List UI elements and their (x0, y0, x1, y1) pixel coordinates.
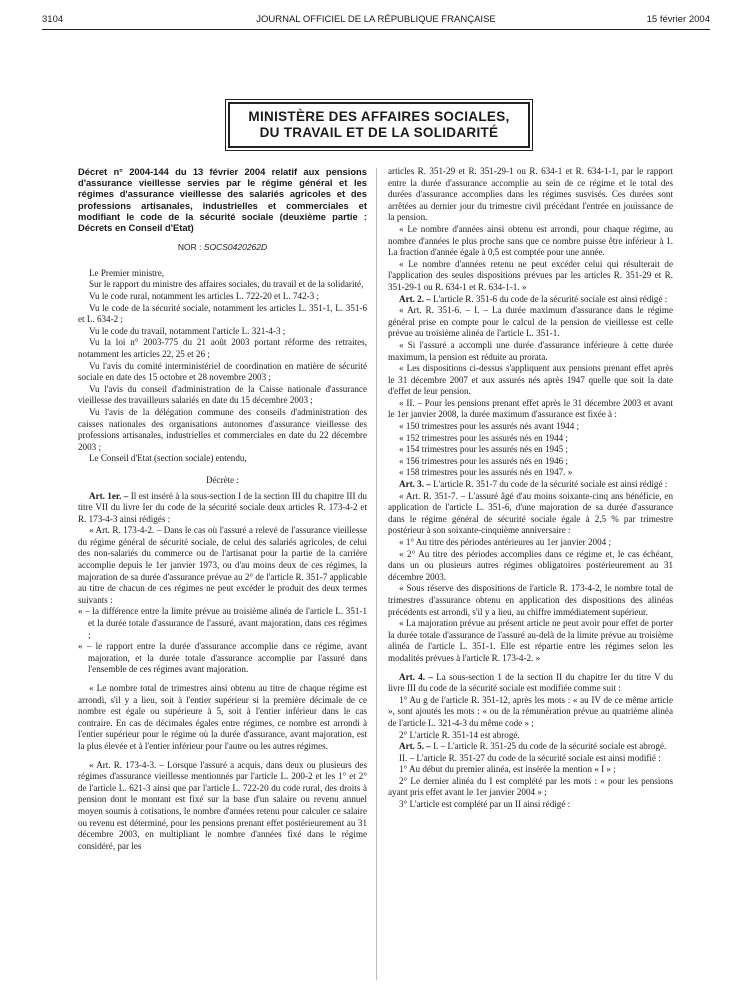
list-item: « – la différence entre la limite prévue au troisième alinéa de l'article L. 351-1 et la durée totale d'assurance de l'assuré, avant majoration, dans ces régimes ; (78, 606, 367, 640)
paragraph: 2° Le dernier alinéa du I est complété par les mots : « pour les pensions ayant pris effet avant le 1er janvier 2004 » ; (388, 775, 673, 798)
list-item: « 150 trimestres pour les assurés nés avant 1944 ; (399, 421, 580, 432)
article-text: Il est inséré à la sous-section I de la section III du chapitre III du titre VII du livre Ier du code de la sécurité sociale deux articles R. 173-4-2 et R. 173-4-3 ainsi rédigés : (78, 490, 367, 524)
paragraph: 3° L'article est complété par un II ainsi rédigé : (399, 799, 571, 810)
paragraph: « Le nombre total de trimestres ainsi obtenu au titre de chaque régime est arrondi, s'il y a lieu, soit à l'entier supérieur si la première décimale de ce nombre est égale ou supérieure à 5, soit à l'entier inférieur dans le cas contraire. En cas de décimales égales entre régimes, ce nombre est arrondi à l'entier supérieur pour le régime où la durée d'assurance, avant majoration, est la plus élevée et à l'entier inférieur pour l'autre ou les autres régimes. (78, 683, 367, 751)
list-item: « 158 trimestres pour les assurés nés en 1947. » (399, 467, 573, 478)
article-1 (78, 491, 367, 526)
column-divider (376, 168, 377, 980)
article-label: Art. 4. – (399, 671, 437, 682)
paragraph: « Le nombre d'années retenu ne peut excéder celui qui résulterait de l'application des seules dispositions prévues par les articles R. 351-29 et R. 351-29-1 ou R. 634-1 et R. 634-1-1. » (388, 258, 673, 292)
paragraph: « Sous réserve des dispositions de l'article R. 173-4-2, le nombre total de trimestres d'assurance obtenu en application des dispositions des alinéas précédents est arrondi, s'il y a lieu, au chiffre immédiatement supérieur. (388, 583, 673, 617)
paragraph: Le Conseil d'Etat (section sociale) entendu, (89, 453, 247, 464)
paragraph: « Les dispositions ci-dessus s'appliquent aux pensions prenant effet après le 31 décembre 2007 et aux assurés nés après 1947 quelle que soit la date d'effet de leur pension. (388, 363, 673, 397)
paragraph: articles R. 351-29 et R. 351-29-1 ou R. 634-1 et R. 634-1-1, par le rapport entre la durée d'assurance accomplie au sein de ce régime et le total des durées d'assurance accomplies dans les régimes susvisés. Ces durées sont arrêtées au dernier jour du trimestre civil précédant l'entrée en jouissance de la pension. (388, 166, 673, 223)
article-5 (388, 741, 673, 753)
paragraph: « Le nombre d'années ainsi obtenu est arrondi, pour chaque régime, au nombre d'années le plus proche sans que ce nombre puisse être inférieur à 1. La fraction d'année égale à 0,5 est comptée pour une année. (388, 223, 673, 258)
article-label: Art. 1er. – (89, 490, 131, 501)
list-item: « 152 trimestres pour les assurés nés en 1944 ; (399, 432, 568, 443)
nor-code: SOCS0420262D (203, 242, 268, 253)
paragraph: Le Premier ministre, (89, 267, 165, 278)
article-2 (388, 294, 673, 306)
paragraph: « Art. R. 351-7. – L'assuré âgé d'au moins soixante-cinq ans bénéficie, en application de l'article L. 351-6, d'une majoration de sa durée d'assurance dans le régime général de sécurité sociale égale à 2,5 % par trimestre postérieur à son soixante-cinquième anniversaire : (388, 490, 673, 536)
header-rule (42, 29, 710, 30)
journal-title: JOURNAL OFFICIEL DE LA RÉPUBLIQUE FRANÇAISE (256, 14, 496, 25)
article-text: I. – L'article R. 351-25 du code de la sécurité sociale est abrogé. (433, 741, 667, 752)
paragraph: II. – L'article R. 351-27 du code de la sécurité sociale est ainsi modifié : (399, 752, 661, 763)
nor-reference (78, 242, 367, 254)
nor-label: NOR : (177, 242, 204, 253)
running-head (42, 14, 710, 28)
paragraph: 2° L'article R. 351-14 est abrogé. (399, 729, 520, 740)
list-item: « – le rapport entre la durée d'assurance accomplie dans ce régime, avant majoration, et la durée totale d'assurance accomplie par l'assuré dans l'ensemble de ces régimes avant majoration. (78, 641, 367, 675)
article-text: La sous-section 1 de la section II du chapitre Ier du titre V du livre III du code de la sécurité sociale est modifiée comme suit : (388, 671, 673, 694)
issue-date: 15 février 2004 (646, 14, 710, 25)
paragraph: « Art. R. 351-6. – I. – La durée maximum d'assurance dans le régime général prise en compte pour le calcul de la pension de vieillesse est celle prévue au troisième alinéa de l'article L. 351-1. (388, 305, 673, 339)
article-4 (388, 672, 673, 695)
article-3 (388, 479, 673, 491)
paragraph: Vu la loi n° 2003-775 du 21 août 2003 portant réforme des retraites, notamment les articles 22, 25 et 26 ; (78, 337, 367, 359)
article-label: Art. 3. – (399, 479, 434, 490)
paragraph: « Art. R. 173-4-2. – Dans le cas où l'assuré a relevé de l'assurance vieillesse du régime général de sécurité sociale, de celui des salariés agricoles, de celui des non-salariés du commerce ou de l'artisanat pour la partie de la carrière accomplie depuis le 1er janvier 1973, ou d'au moins deux de ces régimes, la majoration de sa durée d'assurance prévue au 2° de l'article R. 351-7 applicable au titre de chacun de ces régimes ne peut excéder le produit des deux termes suivants : (78, 525, 367, 605)
paragraph: Vu l'avis de la délégation commune des conseils d'administration des caisses nationales des organisations autonomes d'assurance vieillesse des professions artisanales, industrielles et commerciales en date du 22 décembre 2003 ; (78, 406, 367, 452)
ministry-line-1: MINISTÈRE DES AFFAIRES SOCIALES, (248, 109, 510, 124)
decree-title: Décret n° 2004-144 du 13 février 2004 relatif aux pensions d'assurance vieillesse servies par le régime général et les régimes d'assurance vieillesse des salariés agricoles et des professions artisanales, industrielles et commerciales et modifiant le code de la sécurité sociale (deuxième partie : Décrets en Conseil d'Etat) (78, 166, 367, 234)
article-text: L'article R. 351-6 du code de la sécurité sociale est ainsi rédigé : (433, 293, 668, 304)
paragraph: 1° Au g de l'article R. 351-12, après les mots : « au IV de ce même article », sont ajoutés les mots : « ou de la rémunération prévue au quatrième alinéa de l'article L. 321-4-3 du même code » ; (388, 694, 673, 728)
list-item: « 156 trimestres pour les assurés nés en 1946 ; (399, 455, 568, 466)
list-item: « 154 trimestres pour les assurés nés en 1945 ; (399, 444, 568, 455)
paragraph: « Art. R. 173-4-3. – Lorsque l'assuré a acquis, dans deux ou plusieurs des régimes d'assurance vieillesse mentionnés par l'article L. 200-2 et les 1° et 2° de l'article L. 621-3 ainsi que par l'article L. 722-20 du code rural, des droits à pension dont le montant est fixé sur la base d'un salaire ou revenu annuel moyen soumis à cotisations, le nombre d'années retenu pour calculer ce salaire ou revenu est déterminé, pour les pensions prenant effet postérieurement au 31 décembre 2003, en multipliant le nombre d'années fixé dans le régime considéré, par les (78, 759, 367, 851)
paragraph: 1° Au début du premier alinéa, est insérée la mention « I » ; (399, 764, 616, 775)
page-number: 3104 (42, 14, 64, 25)
article-label: Art. 5. – (399, 741, 434, 752)
paragraph: Vu l'avis du comité interministériel de coordination en matière de sécurité sociale en date des 15 octobre et 28 novembre 2003 ; (78, 360, 367, 383)
ministry-line-2: DU TRAVAIL ET DE LA SOLIDARITÉ (259, 125, 499, 140)
ministry-heading-box (228, 102, 530, 148)
paragraph: « II. – Pour les pensions prenant effet après le 31 décembre 2003 et avant le 1er janvier 2008, la durée maximum d'assurance est fixée à : (388, 397, 673, 420)
left-column (78, 166, 367, 852)
right-column (388, 166, 673, 811)
paragraph: Vu le code de la sécurité sociale, notamment les articles L. 351-1, L. 351-6 et L. 634-2 ; (78, 302, 367, 325)
decrete-heading: Décrète : (205, 474, 240, 485)
paragraph: Vu le code rural, notamment les articles L. 722-20 et L. 742-3 ; (89, 291, 320, 301)
ministry-heading (248, 109, 509, 141)
paragraph: « La majoration prévue au présent article ne peut avoir pour effet de porter la durée totale d'assurance de l'assuré au-delà de la limite prévue au troisième alinéa de l'article L. 351-1. Elle est répartie entre les régimes selon les modalités prévues à l'article R. 173-4-2. » (388, 618, 673, 663)
article-label: Art. 2. – (399, 293, 434, 304)
paragraph: Vu l'avis du conseil d'administration de la Caisse nationale d'assurance vieillesse des travailleurs salariés en date du 15 décembre 2003 ; (78, 383, 367, 406)
paragraph: « 1° Au titre des périodes antérieures au 1er janvier 2004 ; (399, 537, 611, 547)
paragraph: « 2° Au titre des périodes accomplies dans ce régime et, le cas échéant, dans un ou plusieurs autres régimes obligatoires postérieurement au 31 décembre 2003. (388, 548, 673, 582)
article-text: L'article R. 351-7 du code de la sécurité sociale est ainsi rédigé : (433, 479, 668, 490)
paragraph: « Si l'assuré a accompli une durée d'assurance inférieure à cette durée maximum, la pension est réduite au prorata. (388, 339, 673, 362)
paragraph: Sur le rapport du ministre des affaires sociales, du travail et de la solidarité, (89, 279, 364, 290)
paragraph: Vu le code du travail, notamment l'article L. 321-4-3 ; (89, 325, 286, 336)
